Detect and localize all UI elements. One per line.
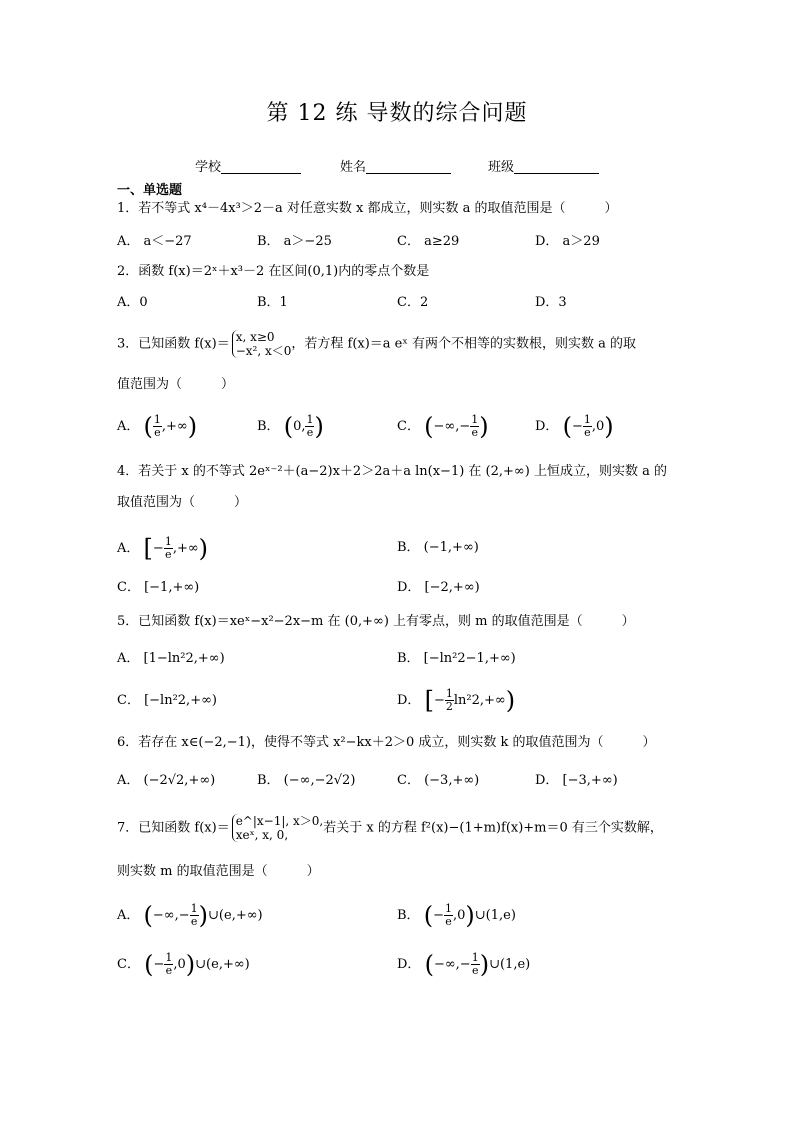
q6-option-a[interactable]: A． (−2√2,+∞) bbox=[117, 773, 216, 788]
class-field bbox=[488, 156, 599, 175]
name-blank[interactable] bbox=[366, 159, 451, 174]
school-field bbox=[195, 156, 301, 175]
q6-option-b[interactable]: B． (−∞,−2√2) bbox=[257, 773, 356, 788]
page-title: 第 12 练 导数的综合问题 bbox=[266, 101, 528, 126]
question-4: 4．若关于 x 的不等式 2eˣ⁻²＋(a−2)x＋2＞2a＋a ln(x−1) 在 (2,+∞) 上恒成立，则实数 a 的 bbox=[117, 464, 667, 479]
q3-option-c[interactable]: C． (−∞,− $\frac{1}{e}$ ) bbox=[397, 412, 489, 441]
q5-option-d[interactable]: D． [− $\frac{1}{2}$ ln²2,+∞) bbox=[397, 686, 516, 715]
section-heading: 一、单选题 bbox=[117, 183, 183, 198]
q2-option-d[interactable]: D．3 bbox=[535, 295, 567, 310]
name-label: 姓名 bbox=[340, 160, 367, 175]
q4-option-b[interactable]: B． (−1,+∞) bbox=[397, 540, 479, 555]
question-4-line2: 取值范围为（ ） bbox=[117, 495, 248, 510]
question-6: 6．若存在 x∈(−2,−1)，使得不等式 x²−kx＋2＞0 成立，则实数 k 的取值范围为（ ） bbox=[117, 735, 656, 750]
name-field bbox=[340, 156, 451, 175]
class-blank[interactable] bbox=[514, 159, 599, 174]
q2-option-a[interactable]: A．0 bbox=[117, 295, 148, 310]
q7-option-b[interactable]: B． (− $\frac{1}{e}$ ,0)∪(1,e) bbox=[397, 901, 516, 930]
school-blank[interactable] bbox=[221, 159, 301, 174]
q3-option-a[interactable]: A． ( $\frac{1}{e}$ ,+∞) bbox=[117, 412, 198, 441]
q1-option-d[interactable]: D． a＞29 bbox=[535, 234, 600, 249]
q3-pre: 3．已知函数 f(x)＝ bbox=[117, 336, 230, 352]
q4-option-a[interactable]: A． [− $\frac{1}{e}$ ,+∞) bbox=[117, 534, 209, 563]
q5-option-a[interactable]: A． [1−ln²2,+∞) bbox=[117, 651, 225, 666]
q1-option-c[interactable]: C． a≥29 bbox=[397, 234, 460, 249]
q7-pre: 7．已知函数 f(x)＝ bbox=[117, 820, 230, 836]
school-label: 学校 bbox=[195, 160, 222, 175]
q3-piecewise: x, x≥0 −x², x＜0 bbox=[232, 330, 292, 358]
q4-option-d[interactable]: D． [−2,+∞) bbox=[397, 580, 480, 595]
q7-option-c[interactable]: C． (− $\frac{1}{e}$ ,0)∪(e,+∞) bbox=[117, 950, 250, 979]
q6-option-c[interactable]: C． (−3,+∞) bbox=[397, 773, 480, 788]
q3-post: ，若方程 f(x)＝a eˣ 有两个不相等的实数根，则实数 a 的取 bbox=[291, 336, 637, 352]
q5-option-c[interactable]: C． [−ln²2,+∞) bbox=[117, 693, 217, 708]
q7-option-a[interactable]: A． (−∞,− $\frac{1}{e}$ )∪(e,+∞) bbox=[117, 901, 263, 930]
q7-option-d[interactable]: D． (−∞,− $\frac{1}{e}$ )∪(1,e) bbox=[397, 950, 531, 979]
question-7 bbox=[117, 814, 663, 842]
q1-option-a[interactable]: A． a＜−27 bbox=[117, 234, 192, 249]
q5-option-b[interactable]: B． [−ln²2−1,+∞) bbox=[397, 651, 516, 666]
question-3-line2: 值范围为（ ） bbox=[117, 377, 235, 392]
question-2: 2．函数 f(x)＝2ˣ＋x³－2 在区间(0,1)内的零点个数是 bbox=[117, 264, 430, 279]
q6-option-d[interactable]: D． [−3,+∞) bbox=[535, 773, 618, 788]
question-1: 1．若不等式 x⁴－4x³＞2－a 对任意实数 x 都成立，则实数 a 的取值范围是（ ） bbox=[117, 201, 618, 216]
q7-piecewise: e^|x−1|, x＞0, xeˣ, x, 0, bbox=[232, 814, 324, 842]
q1-option-b[interactable]: B． a＞−25 bbox=[257, 234, 332, 249]
q7-post: 若关于 x 的方程 f²(x)−(1+m)f(x)+m＝0 有三个实数解， bbox=[323, 820, 663, 836]
question-7-line2: 则实数 m 的取值范围是（ ） bbox=[117, 864, 320, 879]
question-5: 5．已知函数 f(x)＝xeˣ−x²−2x−m 在 (0,+∞) 上有零点，则 m 的取值范围是（ ） bbox=[117, 614, 635, 629]
question-3 bbox=[117, 330, 636, 358]
class-label: 班级 bbox=[488, 160, 515, 175]
q2-option-b[interactable]: B．1 bbox=[257, 295, 288, 310]
q3-option-d[interactable]: D． (− $\frac{1}{e}$ ,0) bbox=[535, 412, 614, 441]
q3-option-b[interactable]: B． (0, $\frac{1}{e}$ ) bbox=[257, 412, 324, 441]
q4-option-c[interactable]: C． [−1,+∞) bbox=[117, 580, 200, 595]
q2-option-c[interactable]: C．2 bbox=[397, 295, 429, 310]
